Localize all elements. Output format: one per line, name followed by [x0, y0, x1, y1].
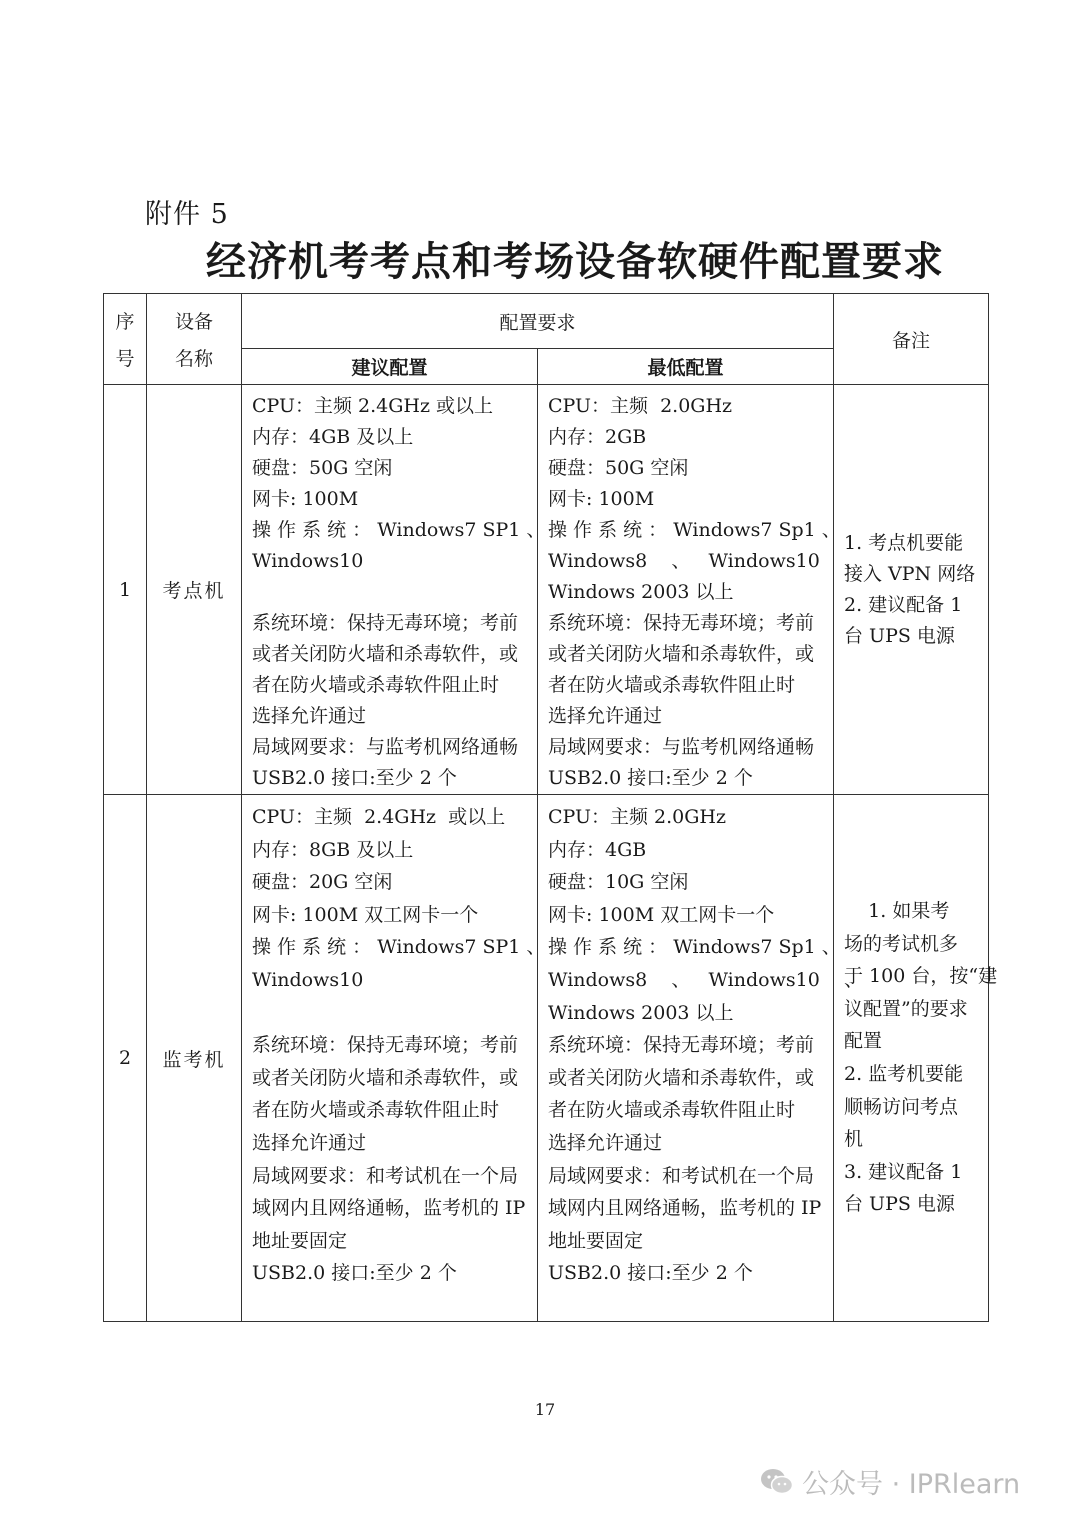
minimum-config — [538, 385, 863, 795]
spec-line: CPU：主频 2.0GHz — [548, 806, 727, 828]
spec-line: 内存：8GB 及以上 — [252, 838, 414, 861]
spec-line: CPU：主频 2.4GHz 或以上 — [252, 395, 494, 417]
row-index: 1 — [104, 385, 147, 795]
spec-line: 内存：2GB — [548, 426, 647, 448]
spec-line: USB2.0 接口:至少 2 个 — [252, 767, 457, 789]
spec-line: 网卡: 100M — [548, 488, 655, 510]
note-line: 配置 — [844, 1030, 883, 1053]
note-line: 机 — [844, 1128, 864, 1151]
spec-line: 选择允许通过 — [548, 1131, 663, 1154]
spec-line: 选择允许通过 — [252, 1131, 367, 1154]
spec-line: 局域网要求：和考试机在一个局 — [252, 1164, 519, 1187]
row-device: 考点机 — [147, 385, 242, 795]
spec-line: 域网内且网络通畅，监考机的 IP — [548, 1197, 822, 1220]
spec-line: USB2.0 接口:至少 2 个 — [252, 1262, 457, 1285]
watermark — [760, 1462, 1020, 1501]
header-notes: 备注 — [834, 294, 989, 385]
header-config: 配置要求 — [242, 294, 834, 349]
note-line: 3. 建议配备 1 — [844, 1160, 963, 1183]
header-index — [104, 294, 147, 385]
spec-line: 选择允许通过 — [548, 705, 663, 727]
note-line: 1. 考点机要能 — [844, 531, 964, 554]
spec-line: 内存：4GB 及以上 — [252, 426, 414, 448]
spec-line: Windows 2003 以上 — [548, 581, 734, 603]
table-row — [104, 795, 989, 1322]
header-recommended: 建议配置 — [242, 349, 538, 385]
table-row — [104, 385, 989, 795]
spec-line: 地址要固定 — [548, 1229, 644, 1252]
attachment-label: 附件 5 — [145, 199, 229, 230]
note-line: 顺畅访问考点 — [844, 1095, 959, 1118]
header-device-line: 名称 — [174, 348, 213, 370]
spec-line: 或者关闭防火墙和杀毒软件，或 — [548, 643, 815, 665]
note-line: 2. 建议配备 1 — [844, 593, 963, 616]
spec-line: 者在防火墙或杀毒软件阻止时 — [252, 674, 500, 696]
spec-line: USB2.0 接口:至少 2 个 — [548, 1262, 753, 1285]
spec-line: 或者关闭防火墙和杀毒软件，或 — [252, 1066, 519, 1089]
spec-line: CPU：主频 2.0GHz — [548, 395, 733, 417]
note-line: 接入 VPN 网络 — [844, 562, 976, 585]
note-line: 议配置”的要求 — [844, 997, 968, 1020]
spec-line: USB2.0 接口:至少 2 个 — [548, 767, 753, 789]
spec-line: 硬盘：50G 空闲 — [548, 457, 689, 479]
spec-line: 硬盘：10G 空闲 — [548, 871, 689, 894]
document-title: 经济机考考点和考场设备软硬件配置要求 — [206, 239, 944, 285]
note-line: 场的考试机多 — [844, 932, 959, 955]
spec-line: 网卡: 100M 双工网卡一个 — [252, 903, 479, 926]
spec-line: 操 作 系 统 ： Windows7 SP1 、 — [252, 936, 546, 959]
spec-line: 者在防火墙或杀毒软件阻止时 — [252, 1099, 500, 1122]
note-line: 2. 监考机要能 — [844, 1063, 964, 1085]
spec-line: CPU：主频 2.4GHz 或以上 — [252, 806, 506, 828]
spec-line: Windows8 、 Windows10 、 — [548, 968, 863, 991]
spec-line: Windows 2003 以上 — [548, 1001, 734, 1024]
note-line: 1. 如果考 — [844, 900, 950, 923]
spec-line: 操 作 系 统 ： Windows7 Sp1 、 — [548, 519, 841, 541]
recommended-config — [242, 385, 546, 795]
spec-line: 者在防火墙或杀毒软件阻止时 — [548, 674, 796, 696]
header-minimum: 最低配置 — [538, 349, 834, 385]
minimum-config — [538, 795, 863, 1322]
spec-line: Windows10 — [252, 968, 364, 991]
config-table — [103, 293, 998, 1322]
header-device-line: 设备 — [174, 311, 213, 333]
spec-line: 系统环境：保持无毒环境；考前 — [548, 612, 815, 634]
note-line: 台 UPS 电源 — [844, 624, 955, 647]
row-device: 监考机 — [147, 795, 242, 1322]
recommended-config — [242, 795, 546, 1322]
spec-line: 局域网要求：和考试机在一个局 — [548, 1164, 815, 1187]
spec-line: 硬盘：50G 空闲 — [252, 457, 393, 479]
spec-line: Windows8 、 Windows10 、 — [548, 550, 863, 572]
note-line: 台 UPS 电源 — [844, 1193, 955, 1216]
spec-line: 系统环境：保持无毒环境；考前 — [252, 1034, 519, 1057]
spec-line: 网卡: 100M 双工网卡一个 — [548, 903, 775, 926]
spec-line: 域网内且网络通畅，监考机的 IP — [252, 1197, 526, 1220]
spec-line: 选择允许通过 — [252, 705, 367, 727]
spec-line: 硬盘：20G 空闲 — [252, 871, 393, 894]
spec-line: 系统环境：保持无毒环境；考前 — [548, 1034, 815, 1057]
header-index-line: 序 — [115, 311, 135, 333]
spec-line: Windows10 — [252, 550, 364, 572]
header-device — [147, 294, 242, 385]
watermark-text: 公众号 · IPRlearn — [802, 1469, 1021, 1500]
wechat-icon — [760, 1467, 794, 1497]
header-index-line: 号 — [115, 348, 135, 370]
row-index: 2 — [104, 795, 147, 1322]
row-notes — [834, 385, 989, 795]
spec-line — [252, 997, 529, 1030]
spec-line: 系统环境：保持无毒环境；考前 — [252, 612, 519, 634]
spec-line: 或者关闭防火墙和杀毒软件，或 — [548, 1066, 815, 1089]
spec-line: 地址要固定 — [252, 1229, 348, 1252]
spec-line: 内存：4GB — [548, 838, 647, 861]
row-notes — [834, 795, 998, 1322]
spec-line — [252, 577, 529, 608]
spec-line: 或者关闭防火墙和杀毒软件，或 — [252, 643, 519, 665]
spec-line: 者在防火墙或杀毒软件阻止时 — [548, 1099, 796, 1122]
spec-line: 网卡: 100M — [252, 488, 359, 510]
spec-line: 操 作 系 统 ： Windows7 Sp1 、 — [548, 936, 841, 959]
spec-line: 操 作 系 统 ： Windows7 SP1 、 — [252, 519, 546, 541]
spec-line: 局域网要求：与监考机网络通畅 — [548, 736, 815, 758]
page-number: 17 — [534, 1400, 556, 1419]
spec-line: 局域网要求：与监考机网络通畅 — [252, 736, 519, 758]
note-line: 于 100 台，按“建 — [844, 965, 998, 988]
